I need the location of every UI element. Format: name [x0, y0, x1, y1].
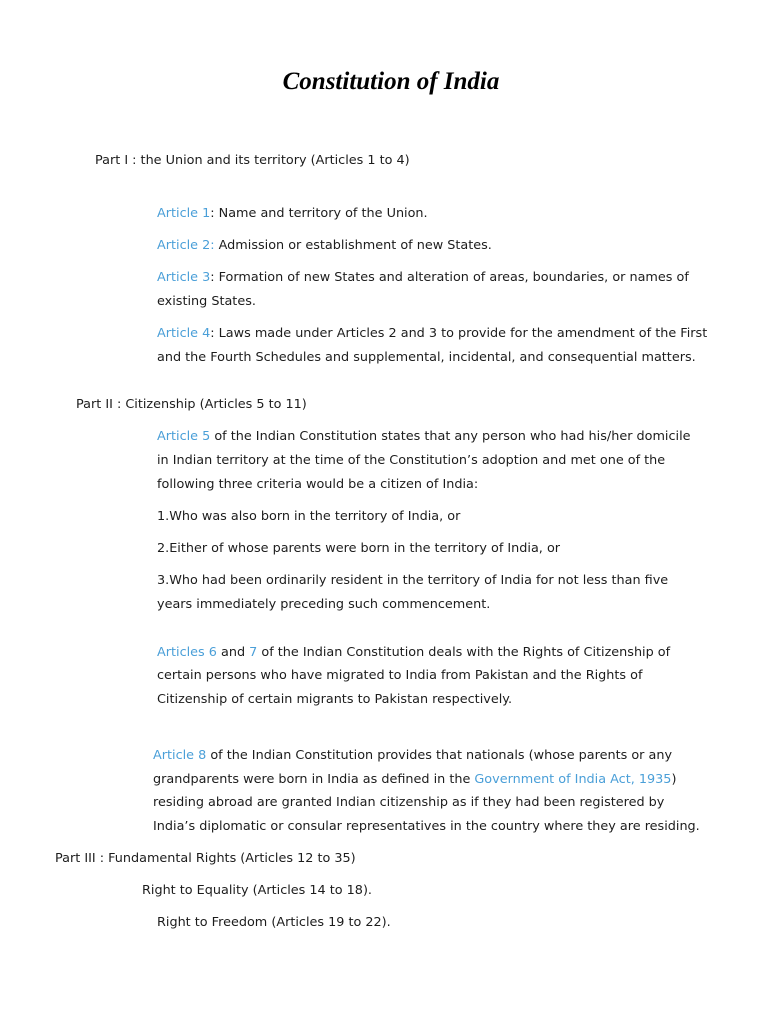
articles-6-link[interactable]: Articles 6: [157, 645, 217, 660]
article-5-entry: [157, 428, 691, 446]
article-2-entry: [157, 237, 492, 255]
articles-6-7-entry: [157, 644, 670, 662]
article-8-line-2: [153, 771, 676, 789]
article-5-text-3: following three criteria would be a citizen of India:: [157, 477, 479, 492]
article-2-link[interactable]: Article 2:: [157, 238, 215, 253]
right-to-freedom: Right to Freedom (Articles 19 to 22).: [157, 915, 391, 930]
articles-6-7-text-2: certain persons who have migrated to India from Pakistan and the Rights of: [157, 668, 643, 683]
article-8-text-2: grandparents were born in India as defined in the: [153, 772, 475, 787]
article-1-entry: [157, 205, 428, 223]
article-5-text-1: of the Indian Constitution states that any person who had his/her domicile: [210, 429, 691, 444]
article-4-text-1: : Laws made under Articles 2 and 3 to provide for the amendment of the First: [210, 326, 708, 341]
article-7-link[interactable]: 7: [249, 645, 258, 660]
page-title: Constitution of India: [282, 68, 500, 95]
article-3-entry: [157, 269, 689, 287]
criterion-2: 2.Either of whose parents were born in the territory of India, or: [157, 541, 561, 556]
article-8-text-4: India’s diplomatic or consular representatives in the country where they are residing.: [153, 819, 700, 834]
article-1-text: : Name and territory of the Union.: [210, 206, 428, 221]
article-5-text-2: in Indian territory at the time of the Constitution’s adoption and met one of the: [157, 453, 666, 468]
article-3-text-1: : Formation of new States and alteration of areas, boundaries, or names of: [210, 270, 689, 285]
criterion-3-line-1: 3.Who had been ordinarily resident in the territory of India for not less than five: [157, 573, 669, 588]
article-3-text-2: existing States.: [157, 294, 256, 309]
article-3-link[interactable]: Article 3: [157, 270, 211, 285]
part3-heading: Part III : Fundamental Rights (Articles 12 to 35): [55, 851, 356, 866]
government-of-india-act-link[interactable]: Government of India Act, 1935: [474, 772, 672, 787]
criterion-3-line-2: years immediately preceding such commencement.: [157, 597, 491, 612]
article-4-text-2: and the Fourth Schedules and supplemental, incidental, and consequential matters.: [157, 350, 696, 365]
article-8-link[interactable]: Article 8: [153, 748, 207, 763]
article-8-text-2-close: ): [671, 772, 677, 787]
article-8-entry: [153, 747, 672, 765]
article-8-text-1: of the Indian Constitution provides that nationals (whose parents or any: [206, 748, 673, 763]
article-4-entry: [157, 325, 707, 343]
right-to-equality: Right to Equality (Articles 14 to 18).: [142, 883, 373, 898]
criterion-1: 1.Who was also born in the territory of India, or: [157, 509, 461, 524]
article-5-link[interactable]: Article 5: [157, 429, 211, 444]
article-8-text-3: residing abroad are granted Indian citizenship as if they had been registered by: [153, 795, 665, 810]
articles-6-7-and: and: [216, 645, 250, 660]
articles-6-7-text-3: Citizenship of certain migrants to Pakistan respectively.: [157, 692, 513, 707]
part2-heading: Part II : Citizenship (Articles 5 to 11): [76, 397, 307, 412]
article-4-link[interactable]: Article 4: [157, 326, 211, 341]
article-2-text: Admission or establishment of new States.: [214, 238, 492, 253]
articles-6-7-text-1: of the Indian Constitution deals with the Rights of Citizenship of: [257, 645, 671, 660]
part1-heading: Part I : the Union and its territory (Articles 1 to 4): [95, 153, 410, 168]
article-1-link[interactable]: Article 1: [157, 206, 211, 221]
